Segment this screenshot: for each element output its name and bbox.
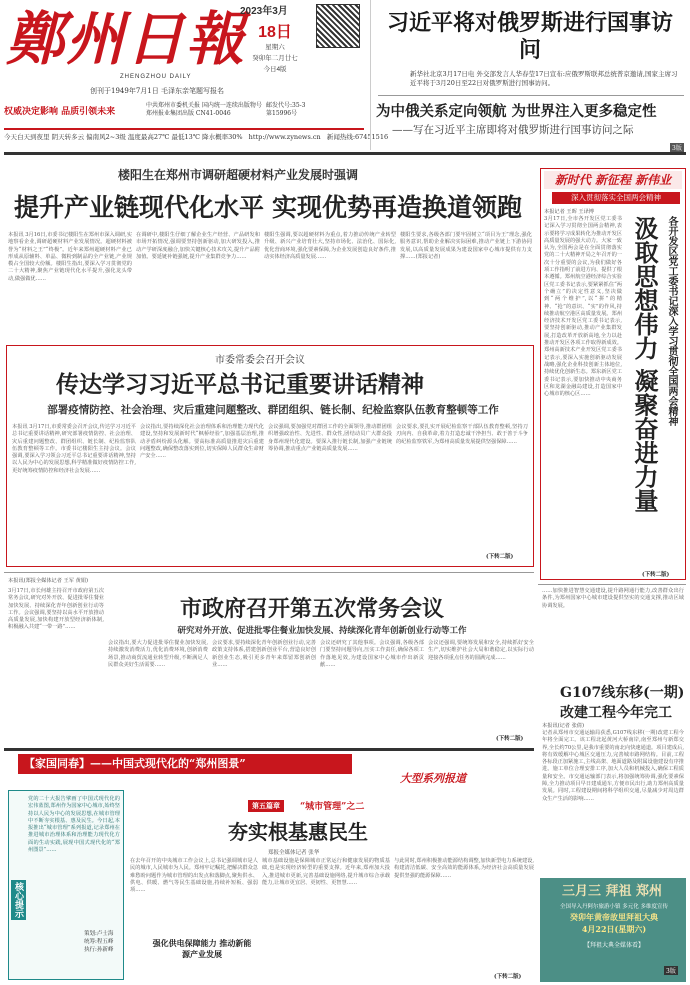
meta-line: 郑州报业集团出版 CN41-0046 xyxy=(146,110,231,117)
note-text: 党的二十大报告擘画了中国式现代化的宏伟蓝图,郑州作为国家中心城市,始终坚持以人民为中心的发展思想,在城市管理中不断夯实根基、惠及民生。今日起,本报推出“城市管理”系列报道,记录郑州在推进城市治理体系和治理能力现代化方面的生动实践,展现中国式现代化的“郑州图景”…… xyxy=(28,796,120,854)
lead-kicker: 楼阳生在郑州市调研超硬材料产业发展时强调 xyxy=(118,168,359,182)
city-meeting-col-1: 3月17日,市长何雄主持召开市政府第五次常务会议,研究对外开放、促进批零住餐业加快发展、持续深化青年创新创业行动等工作。会议强调,要坚持以高水平开放推动高质量发展,加快构建开放型经济新体制,积极融入共建“一带一路”…… xyxy=(8,588,104,631)
publication-meta xyxy=(146,102,366,118)
g107-body: 记者从郑州市交通运输局获悉,G107线东移(一期)改建工程今年将全面完工。该工程北起黄河大桥南岸,南至郑州与新郑交界,全长约70公里,是我市重要的南北向快速通道。项目建成后,将有效缓解中心城区交通压力,完善城市路网结构。目前,工程各标段正加紧施工,主线高架、地面道路及附属设施建设有序推进。施工单位合理安排工序,加大人员和机械投入,确保工程质量和安全。市交通运输部门表示,将加强统筹协调,强化要素保障,全力推动项目早日建成通车,方便市民出行,助力郑州高质量发展。同时,工程建设期间将科学组织交通,尽量减少对周边群众生产生活的影响…… xyxy=(542,730,684,802)
city-meeting-deck: 研究对外开放、促进批零住餐业加快发展、持续深化青年创新创业行动等工作 xyxy=(177,626,467,636)
city-meeting-col-5: 会议还强调,要统筹发展和安全,持续抓好安全生产,切实维护社会大局和谐稳定,以实际行动迎接各项重点任务的圆满完成…… xyxy=(428,640,534,661)
middle-deck: 部署疫情防控、社会治理、灾后重建问题整改、群团组织、链长制、纪检监察队伍教育整顿等工作 xyxy=(47,404,499,416)
section-rule xyxy=(4,748,534,751)
city-meeting-col-2: 会议指出,要大力促进批零住餐业加快发展,持续激发消费活力,优化消费环境,创新消费场景,推动商贸流通业转型升级,不断满足人民群众美好生活需要…… xyxy=(108,640,208,668)
middle-body-col-4: 会议要求,要扎实开展纪检监察干部队伍教育整顿,坚持刀刃向内、自我革命,着力打造忠诚干净担当、敢于善于斗争的纪检监察铁军,为郑州高质量发展提供坚强保障…… xyxy=(396,424,528,445)
lead-body-col-2: 在调研中,楼阳生仔细了解企业生产经营、产品研发和市场开拓情况,强调要坚持创新驱动,加大研发投入,推动产学研深度融合,加快关键核心技术攻关,提升产品附加值。要延链补链强链,提升产业集群竞争力…… xyxy=(136,232,260,260)
issue-day: 18日 xyxy=(258,24,292,41)
meta-line: 邮发代号:35-3 xyxy=(266,102,306,109)
lead-body-col-3: 楼阳生强调,要以超硬材料为重点,着力推动传统产业转型升级、新兴产业培育壮大,坚持市场化、法治化、国际化,优化营商环境,强化要素保障,为企业发展创造良好条件,推动实体经济高质量发展…… xyxy=(264,232,396,260)
series-col-1: 在去年召开的中央城市工作会议上,总书记强调城市是人民的城市,人民城市为人民。郑州牢记嘱托,把解决群众急难愁盼问题作为城市管理的出发点和落脚点,聚焦供水、供电、供暖、燃气等民生基础设施,持续补短板、强弱项…… xyxy=(130,858,258,894)
sidebar-vertical-title-2[interactable]: 汲取思想伟力 凝聚奋进力量 xyxy=(630,216,659,513)
chapter-badge: 第五篇章 xyxy=(248,800,284,812)
ad-title: 三月三 拜祖 郑州 xyxy=(562,884,663,899)
lead-body-col-4: 楼阳生要求,各级各部门要牢固树立“项目为王”理念,强化服务意识,帮助企业解决实际困难,推动产业链上下游协同发展,以高质量发展成果为建设国家中心城市提供有力支撑……(郑报记者) xyxy=(400,232,532,260)
chapter-title: “城市管理”之二 xyxy=(300,802,365,812)
sidebar-continue[interactable]: (下转二版) xyxy=(642,572,670,578)
series-side-title[interactable]: 强化供电保障能力 推动新能源产业发展 xyxy=(152,938,252,959)
issue-lunar: 癸卯年二月廿七 xyxy=(252,55,298,62)
meta-line: 第15996号 xyxy=(266,110,298,117)
middle-continue[interactable]: (下转二版) xyxy=(486,554,514,560)
series-col-2: 城市基础设施是保障城市正常运行和健康发展的物质基础,也是实现经济转型的重要支撑。近年来,郑州加大投入,推进城市更新,完善基础设施网络,提升城市综合承载能力,让城市更宜居、更韧性、更智慧…… xyxy=(262,858,390,886)
meta-line: 中共郑州市委机关报 国内统一连续出版物号 xyxy=(146,102,262,109)
news-hotline: 新闻热线:67451516 xyxy=(326,133,389,141)
ad-line-3: 4月22日(星期六) xyxy=(581,924,647,934)
ad-line-4: 【拜祖大典全媒体看】 xyxy=(583,942,644,949)
series-col-3: 与此同时,郑州积极推动能源结构调整,加快新型电力系统建设,构建清洁低碳、安全高效的能源体系,为经济社会高质量发展提供坚强的能源保障…… xyxy=(394,858,534,879)
divider xyxy=(378,95,684,96)
city-meeting-continue[interactable]: (下转二版) xyxy=(496,736,524,742)
weather-text: 今天白天到夜里 阴天转多云 偏南风2~3级 温度最高27℃ 最低13℃ 降水概率30% xyxy=(4,133,243,141)
city-meeting-col-3: 会议要求,要持续深化青年创新创业行动,完善政策支持体系,搭建创新创业平台,营造良好创新创业生态,吸引更多青年来郑留郑创新创业…… xyxy=(212,640,316,668)
section-rule xyxy=(4,152,686,155)
lead-headline-right[interactable]: 实现优势再造换道领跑 xyxy=(272,193,523,222)
ad-line-1: 全国导入丹阿尔旅游小镇 多元化 多维度宣传 xyxy=(560,904,668,910)
masthead-pinyin: ZHENGZHOU DAILY xyxy=(120,74,192,80)
sidebar-banner: 新时代 新征程 新伟业 xyxy=(544,171,682,189)
editor-line: 执行:孙新峰 xyxy=(84,947,114,953)
ad-line-2: 癸卯年黄帝故里拜祖大典 xyxy=(570,912,658,922)
lead-body-col-1: 本报讯 3月16日,市委书记楼阳生在郑州市深入调研,实地察看企业,调研超硬材料产业发展情况。超硬材料被誉为“材料之王”“终极”。近年来郑州超硬材料产业已形成从原辅料、单晶、微粉到制品的全产业链,产业规模占全国较大份额。楼阳生指出,要深入学习贯彻党的二十大精神,聚焦产业链现代化水平提升,强化龙头带动,做强做优…… xyxy=(8,232,132,282)
website-link[interactable]: http://www.zynews.cn xyxy=(248,133,321,141)
editors xyxy=(84,930,113,954)
founded-note: 创刊于1949年7月1日 毛泽东亲笔题写报名 xyxy=(90,87,224,95)
city-meeting-headline[interactable]: 市政府召开第五次常务会议 xyxy=(180,596,445,622)
lead-headline-left[interactable]: 提升产业链现代化水平 xyxy=(14,193,265,222)
g107-byline: 本报讯(记者 张倩) xyxy=(542,723,585,729)
middle-body-col-2: 会议指出,要持续深化社会治理体系和治理能力现代化建设,坚持和发展新时代“枫桥经验”,加强基层治理,推动矛盾纠纷源头化解。要高标准高质量推进灾后重建问题整改,确保整改落实到位,切实保障人民群众生命财产安全…… xyxy=(140,424,264,460)
g107-top-text: ……加快推进智慧交通建设,提升路网通行能力,改善群众出行条件,为郑州国家中心城市建设提供坚实的交通支撑,推动区域协调发展。 xyxy=(542,588,684,609)
issue-year-month: 2023年3月 xyxy=(240,6,288,17)
series-banner-sub: 大型系列报道 xyxy=(400,772,466,785)
city-meeting-col-4: 会议还研究了其他事项。会议强调,各级各部门要坚持问题导向,压实工作责任,确保各项工作落地见效,为建设国家中心城市作出新贡献…… xyxy=(320,640,424,668)
sidebar-sub-banner: 深入贯彻落实全国两会精神 xyxy=(552,192,680,204)
note-label: 核心提示 xyxy=(11,880,26,920)
masthead-logo: 鄭州日報 xyxy=(6,5,247,73)
city-meeting-byline: 本报讯(郑报全媒体记者 王军 黄娟) xyxy=(8,578,88,584)
middle-headline[interactable]: 传达学习习近平总书记重要讲话精神 xyxy=(56,371,424,398)
series-byline: 郑报全媒体记者 张华 xyxy=(268,850,320,856)
qr-code-icon xyxy=(316,4,360,48)
divider xyxy=(4,572,534,573)
page-ref-badge: 3版 xyxy=(672,145,682,152)
g107-headline-1[interactable]: G107线东移(一期) xyxy=(560,685,685,701)
series-continue[interactable]: (下转二版) xyxy=(494,974,522,980)
issue-date-box xyxy=(240,2,310,82)
commentary-deck: ——写在习近平主席即将对俄罗斯进行国事访问之际 xyxy=(392,124,634,136)
ad-page-tag: 3版 xyxy=(666,968,676,975)
issue-weekday: 星期六 xyxy=(265,44,285,51)
series-headline[interactable]: 夯实根基惠民生 xyxy=(228,820,368,844)
sidebar-byline: 本报记者 王晖 王译博 xyxy=(544,209,594,215)
divider xyxy=(538,584,686,585)
top-story-headline[interactable]: 习近平将对俄罗斯进行国事访问 xyxy=(386,10,673,63)
sidebar-vertical-title-1: 各开发区党工委书记深入学习贯彻全国两会精神 xyxy=(666,216,677,426)
issue-pages: 今日4版 xyxy=(263,66,287,73)
middle-kicker: 市委常委会召开会议 xyxy=(215,355,305,366)
brand-slogan: 权威决定影响 品质引领未来 xyxy=(4,107,116,117)
weather-bar xyxy=(4,132,389,143)
middle-body-col-1: 本报讯 3月17日,市委常委会召开会议,传达学习习近平总书记重要讲话精神,研究部署疫情防控、社会治理、灾后重建问题整改、群团组织、链长制、纪检监察队伍教育整顿等工作。市委书记楼阳生主持会议。会议强调,要深入学习领会习近平总书记重要讲话精神,坚持以人民为中心的发展思想,科学精准做好疫情防控工作,更好统筹疫情防控和经济社会发展…… xyxy=(12,424,136,474)
middle-body-col-3: 会议强调,要加强党对群团工作的全面领导,推动群团组织增强政治性、先进性、群众性,团结动员广大群众投身郑州现代化建设。要深入推行链长制,加强产业链统筹协调,推动重点产业链高质量发展…… xyxy=(268,424,392,452)
masthead-rule xyxy=(4,128,364,130)
editor-line: 策划:卢士海 xyxy=(84,931,114,937)
sidebar-body: 3月17日,全市各开发区党工委书记深入学习贯彻全国两会精神,表示要将学习成果转化为推动开发区高质量发展的强大动力。大家一致认为,全国两会是在全面贯彻落实党的二十大精神开局之年召开的一次十分重要的会议,为我们做好各项工作指明了前进方向、提供了根本遵循。郑州航空港经济综合实验区党工委书记表示,要紧紧抓住“两个确立”的决定性意义,坚决做到“两个维护”,以“拼”的精神、“抢”的意识、“实”的作风,持续推动航空港区高质量发展。郑州经济技术开发区党工委书记表示,要坚持创新驱动,推动产业集群发展,打造改革开放新高地,全力以赴推动开发区各项工作取得新成效。郑州高新技术产业开发区党工委书记表示,要深入实施创新驱动发展战略,强化企业科技创新主体地位,持续优化创新生态。郑东新区党工委书记表示,要加快推动中央商务区和龙湖金融岛建设,打造国家中心城市的核心区…… xyxy=(544,216,622,398)
g107-headline-2[interactable]: 改建工程今年完工 xyxy=(560,705,672,721)
editor-line: 统筹:程五峰 xyxy=(84,939,114,945)
series-banner: 【家国同春】——中国式现代化的“郑州图景” xyxy=(18,754,352,774)
commentary-headline[interactable]: 为中俄关系定向领航 为世界注入更多稳定性 xyxy=(376,103,657,120)
top-story-dateline: 新华社北京3月17日电 外交部发言人华春莹17日宣布:应俄罗斯联邦总统普京邀请,国家主席习近平将于3月20日至22日对俄罗斯进行国事访问。 xyxy=(410,70,678,87)
